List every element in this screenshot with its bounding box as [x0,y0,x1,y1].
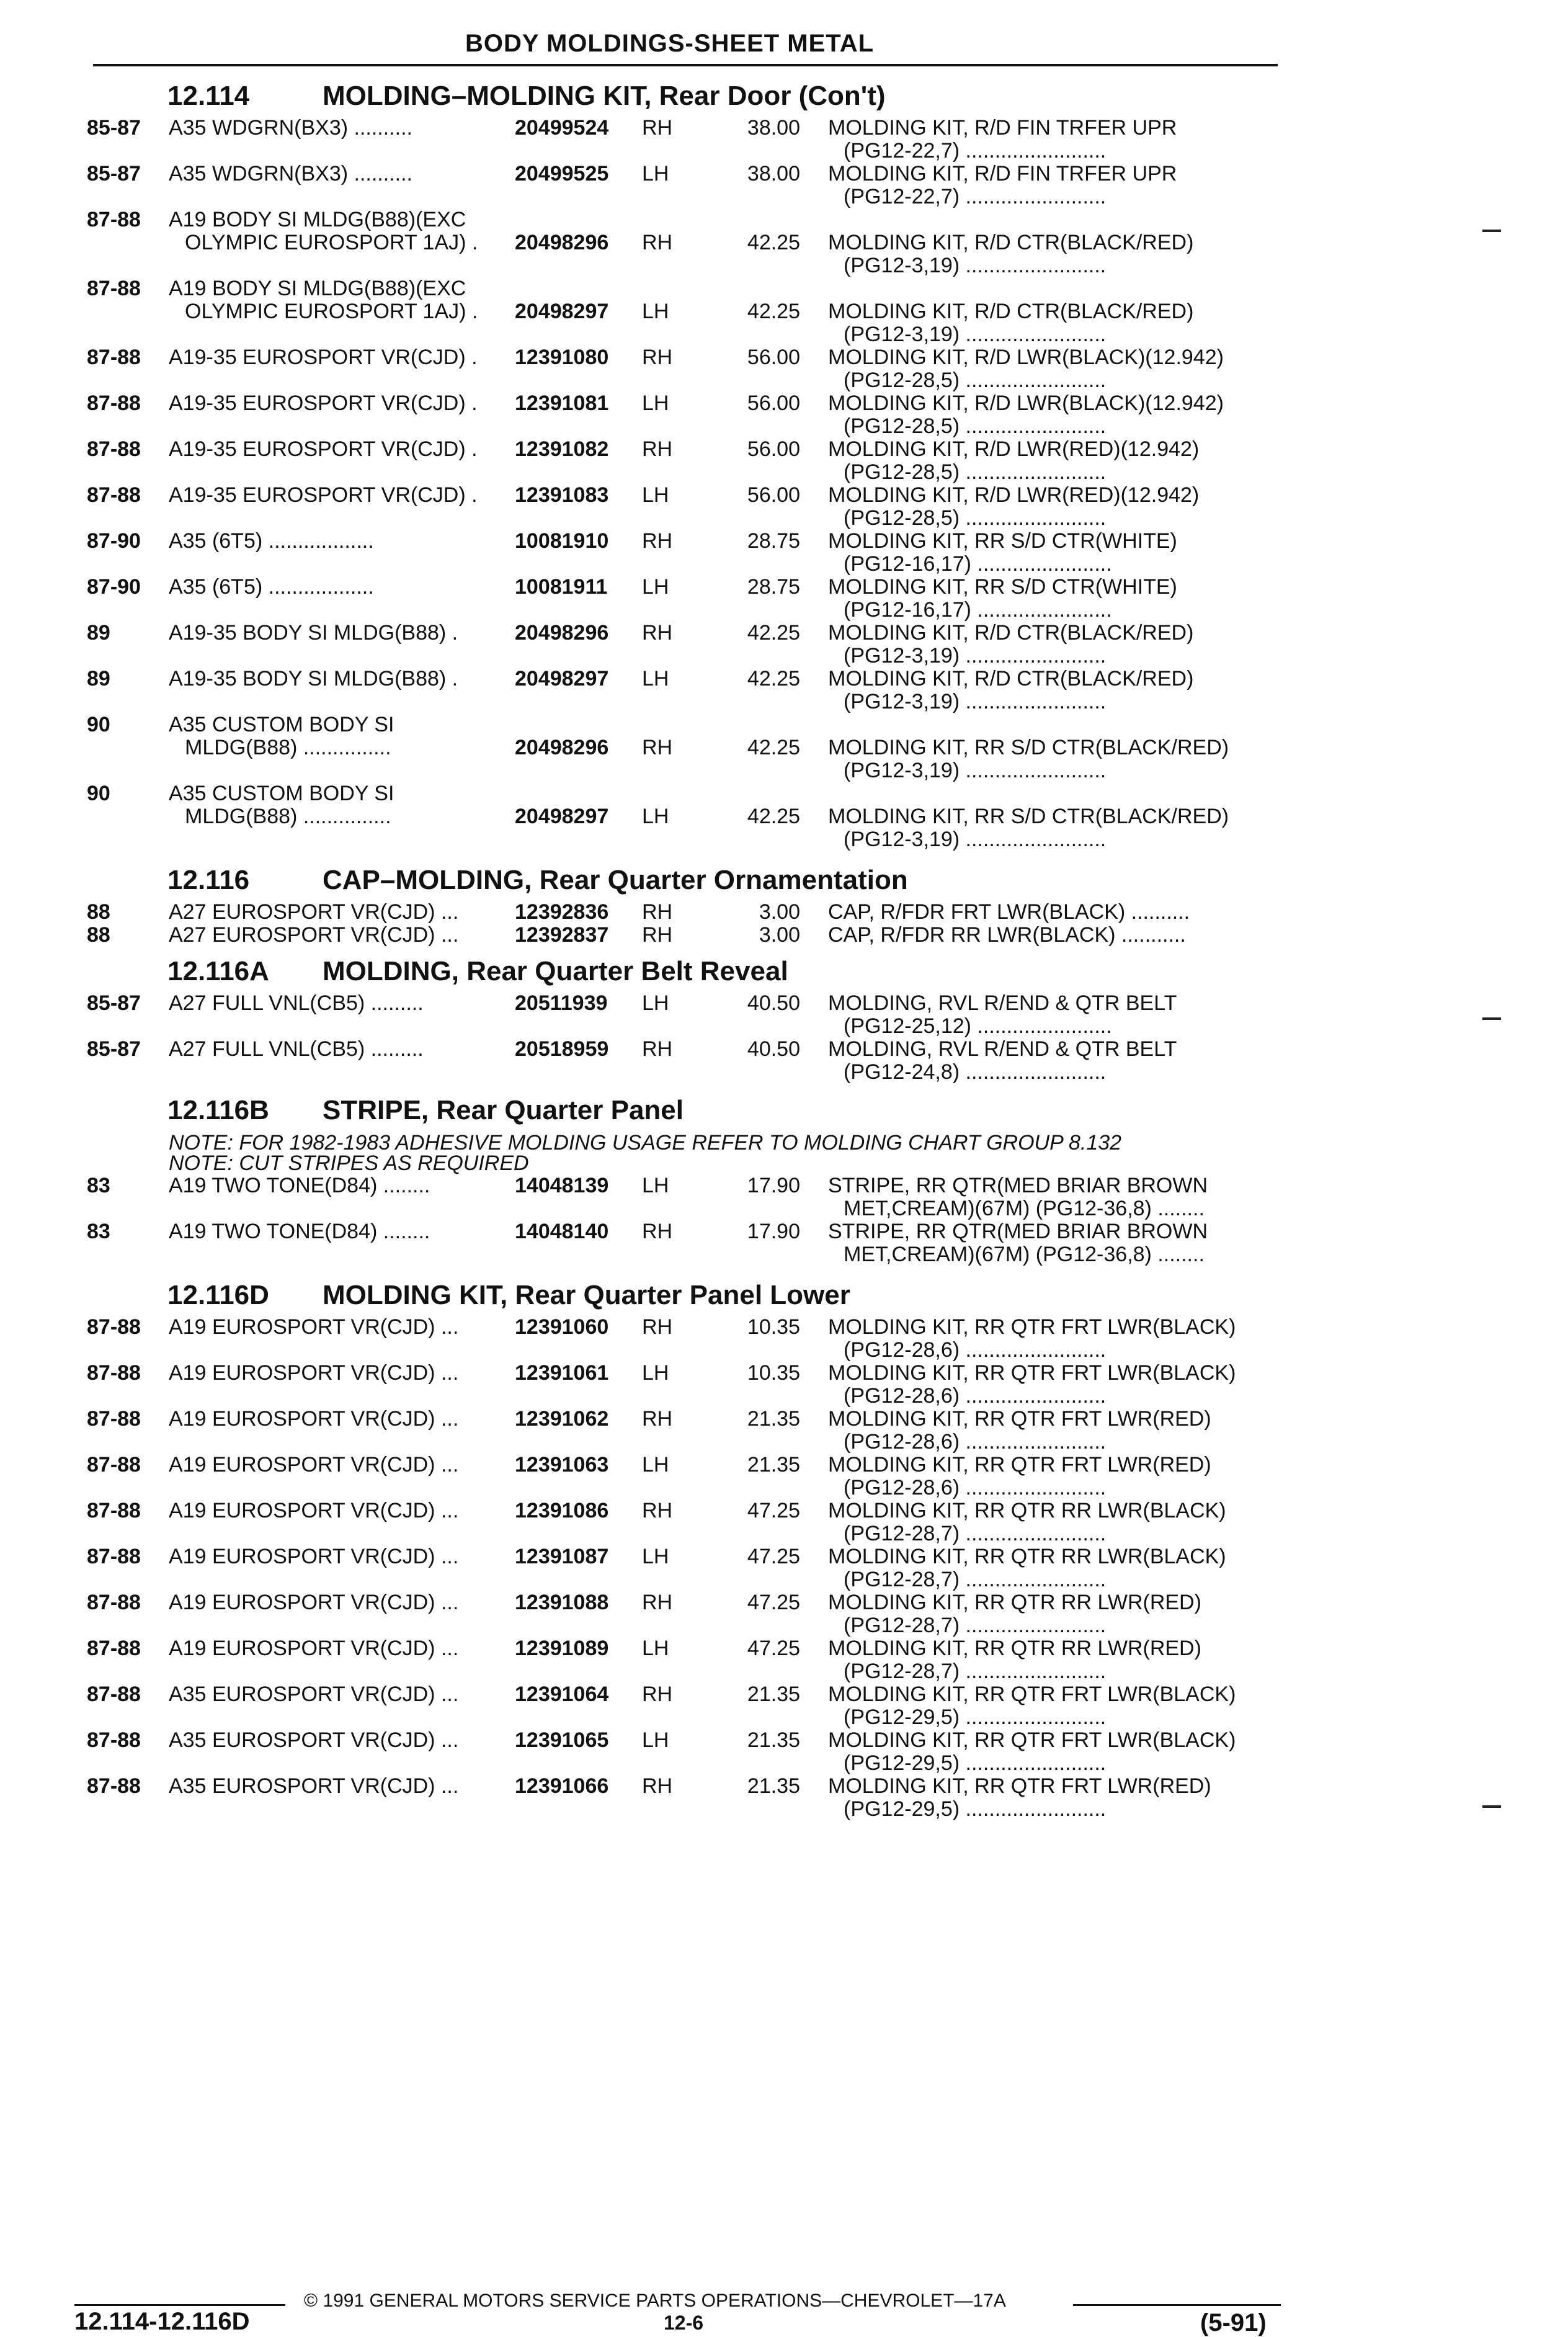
part-number: 12391089 [515,1637,609,1660]
description: MOLDING, RVL R/END & QTR BELT [828,991,1177,1015]
part-number: 12391065 [515,1728,609,1752]
model-year: 88 [87,900,110,924]
part-number: 12391088 [515,1591,609,1614]
price: 42.25 [747,736,800,759]
price: 56.00 [747,437,800,461]
model-year: 85-87 [87,1037,141,1061]
description-ref: (PG12-28,5) ........................ [844,460,1107,484]
part-number: 12391082 [515,437,609,461]
model-code: A19-35 EUROSPORT VR(CJD) . [169,437,478,461]
description-ref: (PG12-25,12) ....................... [844,1014,1112,1038]
price: 3.00 [759,900,800,924]
section-note: NOTE: CUT STRIPES AS REQUIRED [169,1151,529,1175]
price: 47.25 [747,1591,800,1614]
side-code: LH [642,1453,669,1477]
description-ref: (PG12-28,7) ........................ [844,1568,1107,1591]
model-year: 88 [87,923,110,947]
price: 42.25 [747,805,800,828]
price: 21.35 [747,1682,800,1706]
price: 42.25 [747,621,800,645]
part-number: 20498296 [515,231,609,254]
footer-copyright: © 1991 GENERAL MOTORS SERVICE PARTS OPERATIONS—CHEVROLET—17A [304,2290,1006,2311]
description: MOLDING KIT, R/D LWR(BLACK)(12.942) [828,346,1224,369]
model-year: 87-88 [87,1637,141,1660]
description-ref: (PG12-28,6) ........................ [844,1384,1107,1408]
model-code: A35 (6T5) .................. [169,575,374,599]
margin-tick [1482,230,1501,232]
footer-page-number: 12-6 [664,2312,704,2334]
description-ref: MET,CREAM)(67M) (PG12-36,8) ........ [844,1243,1205,1266]
model-code-continued: OLYMPIC EUROSPORT 1AJ) . [185,300,478,323]
model-code: A27 FULL VNL(CB5) ......... [169,1037,424,1061]
model-code: A19 EUROSPORT VR(CJD) ... [169,1361,459,1385]
description-ref: (PG12-3,19) ........................ [844,690,1107,713]
price: 42.25 [747,231,800,254]
description: MOLDING KIT, RR QTR FRT LWR(RED) [828,1774,1211,1798]
description: MOLDING KIT, RR QTR FRT LWR(BLACK) [828,1728,1236,1752]
side-code: RH [642,1037,673,1061]
model-code: A19-35 BODY SI MLDG(B88) . [169,621,458,645]
model-code: A19 BODY SI MLDG(B88)(EXC [169,277,466,300]
description-ref: (PG12-28,6) ........................ [844,1476,1107,1499]
model-year: 89 [87,667,110,690]
part-number: 20498296 [515,736,609,759]
description-ref: (PG12-28,7) ........................ [844,1522,1107,1545]
model-year: 85-87 [87,162,141,185]
description: MOLDING KIT, R/D LWR(RED)(12.942) [828,483,1200,507]
price: 56.00 [747,346,800,369]
part-number: 12391060 [515,1315,609,1339]
part-number: 10081910 [515,529,609,553]
description-ref: (PG12-3,19) ........................ [844,828,1107,851]
section-note: NOTE: FOR 1982-1983 ADHESIVE MOLDING USAGE REFER TO MOLDING CHART GROUP 8.132 [169,1131,1122,1155]
model-code: A35 EUROSPORT VR(CJD) ... [169,1682,459,1706]
description: MOLDING KIT, R/D CTR(BLACK/RED) [828,621,1194,645]
model-code: A19 TWO TONE(D84) ........ [169,1174,430,1197]
part-number: 20518959 [515,1037,609,1061]
description: CAP, R/FDR RR LWR(BLACK) ........... [828,923,1186,947]
description: STRIPE, RR QTR(MED BRIAR BROWN [828,1220,1208,1243]
description-ref: (PG12-16,17) ....................... [844,598,1112,622]
description-ref: (PG12-28,5) ........................ [844,506,1107,530]
part-number: 20498297 [515,805,609,828]
footer-date: (5-91) [1200,2309,1267,2336]
model-year: 87-90 [87,529,141,553]
price: 28.75 [747,529,800,553]
price: 47.25 [747,1545,800,1568]
footer-section-range: 12.114-12.116D [74,2308,250,2335]
description: STRIPE, RR QTR(MED BRIAR BROWN [828,1174,1208,1197]
price: 40.50 [747,1037,800,1061]
model-year: 87-88 [87,437,141,461]
section-number: 12.116A [167,956,269,986]
description-ref: (PG12-29,5) ........................ [844,1751,1107,1775]
model-year: 85-87 [87,116,141,140]
part-number: 12391062 [515,1407,609,1431]
description: MOLDING KIT, RR QTR FRT LWR(BLACK) [828,1315,1236,1339]
side-code: LH [642,162,669,185]
part-number: 12391081 [515,391,609,415]
part-number: 20499524 [515,116,609,140]
price: 56.00 [747,483,800,507]
model-year: 87-88 [87,1453,141,1477]
price: 38.00 [747,162,800,185]
model-code: A27 FULL VNL(CB5) ......... [169,991,424,1015]
side-code: LH [642,805,669,828]
side-code: RH [642,621,673,645]
description-ref: (PG12-28,5) ........................ [844,414,1107,438]
model-year: 87-88 [87,1591,141,1614]
model-code: A19 EUROSPORT VR(CJD) ... [169,1453,459,1477]
model-code: A35 EUROSPORT VR(CJD) ... [169,1774,459,1798]
description-ref: (PG12-3,19) ........................ [844,759,1107,782]
description: MOLDING KIT, R/D CTR(BLACK/RED) [828,300,1194,323]
description: MOLDING KIT, RR QTR RR LWR(BLACK) [828,1545,1226,1568]
section-title: STRIPE, Rear Quarter Panel [323,1095,684,1125]
part-number: 20499525 [515,162,609,185]
description: MOLDING KIT, RR S/D CTR(WHITE) [828,529,1177,553]
side-code: RH [642,1591,673,1614]
section-number: 12.114 [167,81,250,111]
side-code: RH [642,736,673,759]
footer-rule-right [1073,2304,1281,2306]
price: 21.35 [747,1453,800,1477]
model-code: A27 EUROSPORT VR(CJD) ... [169,923,459,947]
section-title: MOLDING KIT, Rear Quarter Panel Lower [323,1280,850,1310]
part-number: 12391063 [515,1453,609,1477]
margin-tick [1482,1017,1501,1020]
description-ref: (PG12-28,6) ........................ [844,1430,1107,1454]
model-code: A19-35 EUROSPORT VR(CJD) . [169,391,478,415]
model-year: 89 [87,621,110,645]
section-title: CAP–MOLDING, Rear Quarter Ornamentation [323,865,908,895]
description-ref: (PG12-28,7) ........................ [844,1614,1107,1637]
part-number: 12391064 [515,1682,609,1706]
side-code: RH [642,437,673,461]
description-ref: MET,CREAM)(67M) (PG12-36,8) ........ [844,1197,1205,1220]
model-code: A19 BODY SI MLDG(B88)(EXC [169,208,466,231]
side-code: LH [642,1545,669,1568]
part-number: 14048140 [515,1220,609,1243]
description: MOLDING KIT, RR S/D CTR(BLACK/RED) [828,736,1229,759]
side-code: LH [642,1174,669,1197]
model-year: 87-88 [87,1361,141,1385]
side-code: LH [642,667,669,690]
description: MOLDING KIT, R/D FIN TRFER UPR [828,116,1177,140]
model-code: A35 CUSTOM BODY SI [169,782,394,805]
description: MOLDING KIT, RR S/D CTR(BLACK/RED) [828,805,1229,828]
model-year: 87-88 [87,1682,141,1706]
price: 21.35 [747,1774,800,1798]
part-number: 10081911 [515,575,608,599]
description-ref: (PG12-16,17) ....................... [844,552,1112,576]
model-year: 87-88 [87,1545,141,1568]
description: CAP, R/FDR FRT LWR(BLACK) .......... [828,900,1190,924]
price: 42.25 [747,300,800,323]
model-year: 87-88 [87,277,141,300]
price: 40.50 [747,991,800,1015]
description: MOLDING KIT, R/D CTR(BLACK/RED) [828,231,1194,254]
description: MOLDING KIT, R/D CTR(BLACK/RED) [828,667,1194,690]
page-title: BODY MOLDINGS-SHEET METAL [465,30,875,57]
model-code-continued: OLYMPIC EUROSPORT 1AJ) . [185,231,478,254]
model-code: A19-35 BODY SI MLDG(B88) . [169,667,458,690]
side-code: RH [642,900,673,924]
description-ref: (PG12-3,19) ........................ [844,323,1107,346]
section-number: 12.116B [167,1095,269,1125]
description: MOLDING KIT, R/D LWR(BLACK)(12.942) [828,391,1224,415]
part-number: 12391086 [515,1499,609,1522]
price: 28.75 [747,575,800,599]
part-number: 20511939 [515,991,608,1015]
side-code: LH [642,391,669,415]
side-code: RH [642,1774,673,1798]
model-code: A35 CUSTOM BODY SI [169,713,394,736]
side-code: RH [642,529,673,553]
side-code: RH [642,1499,673,1522]
model-year: 90 [87,713,110,736]
side-code: RH [642,1407,673,1431]
model-year: 83 [87,1220,110,1243]
price: 47.25 [747,1499,800,1522]
model-year: 87-90 [87,575,141,599]
description-ref: (PG12-24,8) ........................ [844,1060,1107,1084]
model-code: A19 EUROSPORT VR(CJD) ... [169,1315,459,1339]
model-year: 90 [87,782,110,805]
part-number: 12391080 [515,346,609,369]
model-code: A35 EUROSPORT VR(CJD) ... [169,1728,459,1752]
side-code: RH [642,1315,673,1339]
description-ref: (PG12-29,5) ........................ [844,1705,1107,1729]
section-number: 12.116D [167,1280,269,1310]
description-ref: (PG12-3,19) ........................ [844,644,1107,668]
description: MOLDING KIT, R/D LWR(RED)(12.942) [828,437,1200,461]
model-year: 87-88 [87,1774,141,1798]
description-ref: (PG12-28,6) ........................ [844,1338,1107,1362]
side-code: LH [642,1728,669,1752]
side-code: RH [642,1682,673,1706]
model-code: A19 EUROSPORT VR(CJD) ... [169,1545,459,1568]
price: 47.25 [747,1637,800,1660]
section-number: 12.116 [167,865,250,895]
description: MOLDING KIT, RR QTR FRT LWR(RED) [828,1407,1211,1431]
part-number: 12391066 [515,1774,609,1798]
model-year: 87-88 [87,1728,141,1752]
model-code: A35 WDGRN(BX3) .......... [169,162,412,185]
description-ref: (PG12-22,7) ........................ [844,185,1107,208]
model-code: A35 (6T5) .................. [169,529,374,553]
side-code: RH [642,1220,673,1243]
part-number: 12391061 [515,1361,609,1385]
model-code: A19 TWO TONE(D84) ........ [169,1220,430,1243]
footer-rule-left [74,2304,285,2306]
section-title: MOLDING–MOLDING KIT, Rear Door (Con't) [323,81,886,111]
part-number: 12392836 [515,900,609,924]
model-code: A19 EUROSPORT VR(CJD) ... [169,1637,459,1660]
side-code: RH [642,346,673,369]
part-number: 20498297 [515,667,609,690]
model-code-continued: MLDG(B88) ............... [185,805,391,828]
model-code: A19-35 EUROSPORT VR(CJD) . [169,346,478,369]
model-year: 87-88 [87,1315,141,1339]
part-number: 12392837 [515,923,609,947]
model-year: 87-88 [87,1407,141,1431]
model-year: 87-88 [87,391,141,415]
side-code: LH [642,991,669,1015]
model-code: A19 EUROSPORT VR(CJD) ... [169,1499,459,1522]
model-year: 87-88 [87,208,141,231]
model-code: A35 WDGRN(BX3) .......... [169,116,412,140]
side-code: LH [642,575,669,599]
model-year: 87-88 [87,1499,141,1522]
side-code: LH [642,483,669,507]
model-year: 87-88 [87,483,141,507]
description: MOLDING KIT, RR QTR FRT LWR(RED) [828,1453,1211,1477]
model-code: A19 EUROSPORT VR(CJD) ... [169,1407,459,1431]
price: 42.25 [747,667,800,690]
side-code: RH [642,923,673,947]
model-year: 83 [87,1174,110,1197]
price: 10.35 [747,1315,800,1339]
model-year: 87-88 [87,346,141,369]
model-year: 85-87 [87,991,141,1015]
price: 10.35 [747,1361,800,1385]
description: MOLDING KIT, RR QTR FRT LWR(BLACK) [828,1682,1236,1706]
description: MOLDING KIT, RR QTR RR LWR(RED) [828,1591,1201,1614]
side-code: LH [642,1637,669,1660]
description: MOLDING KIT, RR QTR RR LWR(RED) [828,1637,1201,1660]
description-ref: (PG12-3,19) ........................ [844,254,1107,277]
part-number: 14048139 [515,1174,609,1197]
side-code: RH [642,116,673,140]
description-ref: (PG12-28,7) ........................ [844,1660,1107,1683]
part-number: 12391083 [515,483,609,507]
side-code: RH [642,231,673,254]
model-code: A27 EUROSPORT VR(CJD) ... [169,900,459,924]
part-number: 20498296 [515,621,609,645]
model-code-continued: MLDG(B88) ............... [185,736,391,759]
part-number: 12391087 [515,1545,609,1568]
description-ref: (PG12-29,5) ........................ [844,1797,1107,1821]
description: MOLDING KIT, R/D FIN TRFER UPR [828,162,1177,185]
description: MOLDING KIT, RR QTR FRT LWR(BLACK) [828,1361,1236,1385]
price: 38.00 [747,116,800,140]
description: MOLDING KIT, RR S/D CTR(WHITE) [828,575,1177,599]
description-ref: (PG12-22,7) ........................ [844,139,1107,163]
side-code: LH [642,300,669,323]
description-ref: (PG12-28,5) ........................ [844,369,1107,392]
section-title: MOLDING, Rear Quarter Belt Reveal [323,956,788,986]
model-code: A19 EUROSPORT VR(CJD) ... [169,1591,459,1614]
price: 56.00 [747,391,800,415]
side-code: LH [642,1361,669,1385]
margin-tick [1482,1805,1501,1808]
header-rule [93,64,1278,66]
model-code: A19-35 EUROSPORT VR(CJD) . [169,483,478,507]
description: MOLDING, RVL R/END & QTR BELT [828,1037,1177,1061]
price: 17.90 [747,1220,800,1243]
part-number: 20498297 [515,300,609,323]
price: 3.00 [759,923,800,947]
price: 21.35 [747,1728,800,1752]
price: 17.90 [747,1174,800,1197]
price: 21.35 [747,1407,800,1431]
description: MOLDING KIT, RR QTR RR LWR(BLACK) [828,1499,1226,1522]
